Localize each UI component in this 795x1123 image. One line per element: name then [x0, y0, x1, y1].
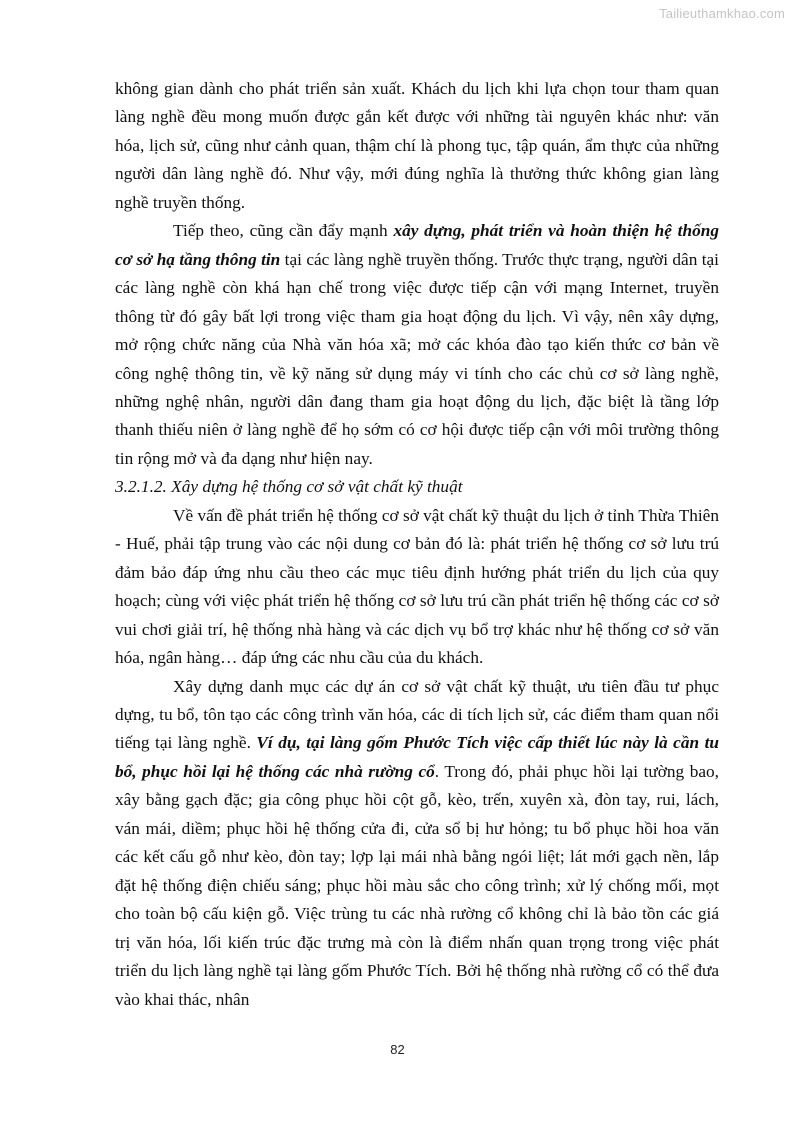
watermark: Tailieuthamkhao.com — [659, 6, 785, 21]
emphasis-text: xây dựng, phát triển và hoàn thiện hệ thống cơ sở hạ tầng thông tin — [115, 221, 719, 269]
emphasis-text: Ví dụ, tại làng gốm Phước Tích việc cấp thiết lúc này là cần tu bổ, phục hồi lại hệ thống các nhà rường cổ — [115, 733, 719, 781]
paragraph-text: Xây dựng danh mục các dự án cơ sở vật chất kỹ thuật, ưu tiên đầu tư phục dựng, tu bổ, tôn tạo các công trình văn hóa, các di tích lịch sử, các điểm tham quan nổi tiếng tại làng nghề. — [115, 676, 719, 753]
paragraph-facilities: Về vấn đề phát triển hệ thống cơ sở vật chất kỹ thuật du lịch ở tỉnh Thừa Thiên - Huế, phải tập trung vào các nội dung cơ bản đó là: phát triển hệ thống cơ sở lưu trú đảm bảo đáp ứng nhu cầu theo các mục tiêu định hướng phát triển du lịch của quy hoạch; cùng với việc phát triển hệ thống cơ sở lưu trú cần phát triển hệ thống các cơ sở vui chơi giải trí, hệ thống nhà hàng và các dịch vụ bổ trợ khác như hệ thống cơ sở văn hóa, ngân hàng… đáp ứng các nhu cầu của du khách. — [115, 505, 719, 668]
paragraph-text: Tiếp theo, cũng cần đẩy mạnh — [173, 221, 394, 241]
paragraph-text: tại các làng nghề truyền thống. Trước thực trạng, người dân tại các làng nghề còn khá hạn chế trong việc được tiếp cận với mạng Internet, truyền thông từ đó gây bất lợi trong việc tham gia hoạt động du lịch. Vì vậy, nên xây dựng, mở rộng chức năng của Nhà văn hóa xã; mở các khóa đào tạo kiến thức cơ bản về công nghệ thông tin, về kỹ năng sử dụng máy vi tính cho các chủ cơ sở làng nghề, những nghệ nhân, người dân đang tham gia hoạt động du lịch, đặc biệt là tầng lớp thanh thiếu niên ở làng nghề để họ sớm có cơ hội được tiếp cận với môi trường thông tin rộng mở và đa dạng như hiện nay. — [115, 249, 719, 468]
paragraph-infrastructure — [115, 217, 719, 473]
paragraph-text: . Trong đó, phải phục hồi lại tường bao, xây bằng gạch đặc; gia công phục hồi cột gỗ, kèo, trến, xuyên xà, đòn tay, rui, lách, ván mái, diềm; phục hồi hệ thống cửa đi, cửa sổ bị hư hỏng; tu bổ phục hồi hoa văn các kết cấu gỗ như kèo, đòn tay; lợp lại mái nhà bằng ngói liệt; lát mới gạch nền, lắp đặt hệ thống điện chiếu sáng; phục hồi màu sắc cho công trình; xử lý chống mối, mọt cho toàn bộ cấu kiện gỗ. Việc trùng tu các nhà rường cổ không chỉ là bảo tồn các giá trị văn hóa, lối kiến trúc đặc trưng mà còn là điểm nhấn quan trọng trong việc phát triển du lịch làng nghề tại làng gốm Phước Tích. Bởi hệ thống nhà rường cổ có thể đưa vào khai thác, nhân — [115, 761, 719, 1009]
page-body — [115, 75, 719, 1014]
page-number: 82 — [390, 1042, 405, 1057]
paragraph-projects — [115, 673, 719, 1014]
paragraph-continued: không gian dành cho phát triển sản xuất. Khách du lịch khi lựa chọn tour tham quan làng nghề đều mong muốn được gắn kết được với những tài nguyên khác như: văn hóa, lịch sử, cũng như cảnh quan, thậm chí là phong tục, tập quán, ẩm thực của những người dân làng nghề đó. Như vậy, mới đúng nghĩa là thưởng thức không gian làng nghề truyền thống. — [115, 79, 719, 212]
section-heading: 3.2.1.2. Xây dựng hệ thống cơ sở vật chất kỹ thuật — [115, 477, 463, 497]
